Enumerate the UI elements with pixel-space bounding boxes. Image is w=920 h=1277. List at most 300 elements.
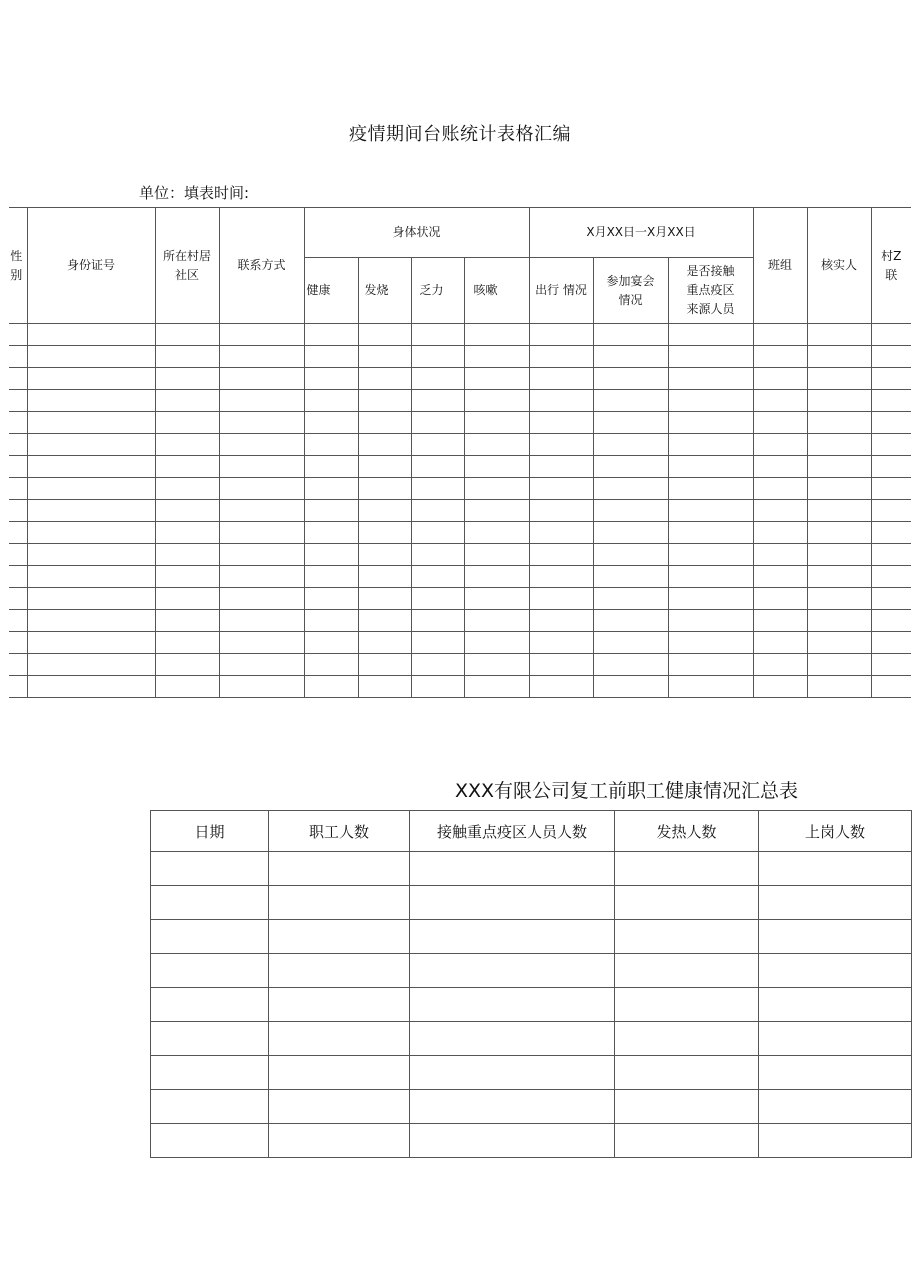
table-cell[interactable] bbox=[615, 1022, 759, 1056]
table-cell[interactable] bbox=[411, 522, 464, 544]
table-cell[interactable] bbox=[27, 610, 155, 632]
table-cell[interactable] bbox=[304, 434, 358, 456]
table-row bbox=[151, 954, 912, 988]
table-cell[interactable] bbox=[593, 390, 668, 412]
table-cell[interactable] bbox=[871, 346, 911, 368]
table-cell[interactable] bbox=[219, 676, 304, 698]
table-cell[interactable] bbox=[871, 544, 911, 566]
table-cell[interactable] bbox=[529, 676, 593, 698]
table-cell[interactable] bbox=[219, 522, 304, 544]
table-cell[interactable] bbox=[529, 390, 593, 412]
table-cell[interactable] bbox=[219, 412, 304, 434]
table-cell[interactable] bbox=[759, 988, 912, 1022]
table-cell[interactable] bbox=[807, 456, 871, 478]
table-cell[interactable] bbox=[219, 566, 304, 588]
table-cell[interactable] bbox=[269, 920, 410, 954]
table-cell[interactable] bbox=[411, 434, 464, 456]
table-cell[interactable] bbox=[155, 676, 219, 698]
table-cell[interactable] bbox=[753, 412, 807, 434]
table-cell[interactable] bbox=[358, 500, 411, 522]
table-cell[interactable] bbox=[269, 1124, 410, 1158]
table-cell[interactable] bbox=[304, 390, 358, 412]
table-cell[interactable] bbox=[304, 610, 358, 632]
table-cell[interactable] bbox=[9, 654, 27, 676]
table-cell[interactable] bbox=[155, 654, 219, 676]
table-cell[interactable] bbox=[807, 324, 871, 346]
table-cell[interactable] bbox=[593, 456, 668, 478]
table-cell[interactable] bbox=[759, 1056, 912, 1090]
table-cell[interactable] bbox=[411, 544, 464, 566]
table-cell[interactable] bbox=[9, 478, 27, 500]
table-cell[interactable] bbox=[807, 390, 871, 412]
table-cell[interactable] bbox=[27, 456, 155, 478]
table-cell[interactable] bbox=[410, 852, 615, 886]
table-cell[interactable] bbox=[9, 456, 27, 478]
table-cell[interactable] bbox=[358, 346, 411, 368]
table-cell[interactable] bbox=[9, 588, 27, 610]
table-cell[interactable] bbox=[155, 478, 219, 500]
table-cell[interactable] bbox=[464, 390, 529, 412]
table-cell[interactable] bbox=[155, 346, 219, 368]
table-cell[interactable] bbox=[464, 478, 529, 500]
table-cell[interactable] bbox=[358, 478, 411, 500]
table-cell[interactable] bbox=[304, 544, 358, 566]
table-row bbox=[9, 412, 911, 434]
table-cell[interactable] bbox=[668, 346, 753, 368]
table-cell[interactable] bbox=[753, 544, 807, 566]
table-cell[interactable] bbox=[411, 500, 464, 522]
table-cell[interactable] bbox=[269, 988, 410, 1022]
table-cell[interactable] bbox=[753, 610, 807, 632]
table-cell[interactable] bbox=[753, 500, 807, 522]
table-cell[interactable] bbox=[464, 544, 529, 566]
table-cell[interactable] bbox=[615, 852, 759, 886]
table-cell[interactable] bbox=[27, 588, 155, 610]
table-cell[interactable] bbox=[668, 676, 753, 698]
table-cell[interactable] bbox=[529, 346, 593, 368]
table-cell[interactable] bbox=[151, 988, 269, 1022]
table-cell[interactable] bbox=[151, 920, 269, 954]
table-cell[interactable] bbox=[668, 456, 753, 478]
table-cell[interactable] bbox=[27, 434, 155, 456]
table-cell[interactable] bbox=[753, 478, 807, 500]
table-cell[interactable] bbox=[151, 1124, 269, 1158]
table-cell[interactable] bbox=[358, 588, 411, 610]
table-cell[interactable] bbox=[871, 632, 911, 654]
table-cell[interactable] bbox=[529, 544, 593, 566]
table-cell[interactable] bbox=[151, 886, 269, 920]
table-cell[interactable] bbox=[615, 1056, 759, 1090]
table-cell[interactable] bbox=[871, 654, 911, 676]
table-cell[interactable] bbox=[219, 500, 304, 522]
table-cell[interactable] bbox=[759, 886, 912, 920]
table-cell[interactable] bbox=[27, 368, 155, 390]
table-cell[interactable] bbox=[155, 632, 219, 654]
table-cell[interactable] bbox=[615, 920, 759, 954]
table-cell[interactable] bbox=[155, 500, 219, 522]
table-cell[interactable] bbox=[529, 412, 593, 434]
table-cell[interactable] bbox=[27, 390, 155, 412]
table-cell[interactable] bbox=[668, 434, 753, 456]
table-cell[interactable] bbox=[464, 500, 529, 522]
table-cell[interactable] bbox=[464, 368, 529, 390]
table-cell[interactable] bbox=[668, 390, 753, 412]
table-cell[interactable] bbox=[871, 522, 911, 544]
table-cell[interactable] bbox=[9, 544, 27, 566]
table-cell[interactable] bbox=[411, 346, 464, 368]
table-cell[interactable] bbox=[464, 522, 529, 544]
table-cell[interactable] bbox=[871, 500, 911, 522]
table-cell[interactable] bbox=[807, 544, 871, 566]
table-cell[interactable] bbox=[464, 412, 529, 434]
table-cell[interactable] bbox=[304, 654, 358, 676]
table-cell[interactable] bbox=[464, 676, 529, 698]
table-cell[interactable] bbox=[9, 390, 27, 412]
table-cell[interactable] bbox=[615, 954, 759, 988]
table-cell[interactable] bbox=[668, 632, 753, 654]
table-cell[interactable] bbox=[219, 544, 304, 566]
table-cell[interactable] bbox=[593, 654, 668, 676]
table-cell[interactable] bbox=[593, 632, 668, 654]
table-cell[interactable] bbox=[593, 478, 668, 500]
table-cell[interactable] bbox=[807, 566, 871, 588]
table-cell[interactable] bbox=[464, 632, 529, 654]
table-cell[interactable] bbox=[529, 500, 593, 522]
table-cell[interactable] bbox=[759, 852, 912, 886]
table-cell[interactable] bbox=[529, 654, 593, 676]
table-cell[interactable] bbox=[358, 390, 411, 412]
table-cell[interactable] bbox=[464, 610, 529, 632]
table-cell[interactable] bbox=[807, 368, 871, 390]
table-cell[interactable] bbox=[304, 412, 358, 434]
table-cell[interactable] bbox=[219, 324, 304, 346]
table-cell[interactable] bbox=[27, 478, 155, 500]
table-cell[interactable] bbox=[410, 920, 615, 954]
table-cell[interactable] bbox=[9, 610, 27, 632]
header-verifier: 核实人 bbox=[807, 208, 871, 324]
table-cell[interactable] bbox=[219, 346, 304, 368]
table-cell[interactable] bbox=[593, 566, 668, 588]
table-cell[interactable] bbox=[759, 920, 912, 954]
table-cell[interactable] bbox=[668, 522, 753, 544]
table-cell[interactable] bbox=[304, 588, 358, 610]
table-cell[interactable] bbox=[155, 566, 219, 588]
table-cell[interactable] bbox=[151, 852, 269, 886]
table-cell[interactable] bbox=[807, 522, 871, 544]
table-cell[interactable] bbox=[753, 390, 807, 412]
table-cell[interactable] bbox=[593, 544, 668, 566]
header-cough: 咳嗽 bbox=[464, 258, 529, 324]
table-cell[interactable] bbox=[27, 324, 155, 346]
table-cell[interactable] bbox=[411, 456, 464, 478]
table-cell[interactable] bbox=[464, 434, 529, 456]
table-cell[interactable] bbox=[9, 632, 27, 654]
table-cell[interactable] bbox=[615, 988, 759, 1022]
table-cell[interactable] bbox=[529, 478, 593, 500]
table-cell[interactable] bbox=[155, 456, 219, 478]
table-cell[interactable] bbox=[668, 324, 753, 346]
table-cell[interactable] bbox=[807, 676, 871, 698]
table-cell[interactable] bbox=[411, 676, 464, 698]
table-cell[interactable] bbox=[807, 654, 871, 676]
table-cell[interactable] bbox=[151, 1022, 269, 1056]
table-cell[interactable] bbox=[410, 1056, 615, 1090]
table-cell[interactable] bbox=[358, 412, 411, 434]
table-cell[interactable] bbox=[269, 852, 410, 886]
table-cell[interactable] bbox=[358, 324, 411, 346]
table-cell[interactable] bbox=[358, 522, 411, 544]
table-cell[interactable] bbox=[411, 654, 464, 676]
table-cell[interactable] bbox=[871, 610, 911, 632]
table-cell[interactable] bbox=[668, 412, 753, 434]
table-cell[interactable] bbox=[219, 610, 304, 632]
table-cell[interactable] bbox=[668, 544, 753, 566]
table-cell[interactable] bbox=[615, 1090, 759, 1124]
table-cell[interactable] bbox=[219, 390, 304, 412]
table-cell[interactable] bbox=[304, 676, 358, 698]
table-cell[interactable] bbox=[807, 346, 871, 368]
table-cell[interactable] bbox=[304, 566, 358, 588]
table-cell[interactable] bbox=[753, 324, 807, 346]
table-cell[interactable] bbox=[27, 566, 155, 588]
table-cell[interactable] bbox=[807, 500, 871, 522]
table-cell[interactable] bbox=[219, 368, 304, 390]
table-cell[interactable] bbox=[411, 632, 464, 654]
table-row bbox=[151, 1124, 912, 1158]
table-cell[interactable] bbox=[410, 1090, 615, 1124]
table-cell[interactable] bbox=[593, 588, 668, 610]
table-cell[interactable] bbox=[871, 390, 911, 412]
table-cell[interactable] bbox=[219, 456, 304, 478]
table-cell[interactable] bbox=[219, 588, 304, 610]
table-cell[interactable] bbox=[27, 412, 155, 434]
table-cell[interactable] bbox=[668, 566, 753, 588]
table-cell[interactable] bbox=[753, 368, 807, 390]
table-cell[interactable] bbox=[464, 324, 529, 346]
table-cell[interactable] bbox=[529, 566, 593, 588]
table-cell[interactable] bbox=[529, 324, 593, 346]
table-cell[interactable] bbox=[753, 566, 807, 588]
table-cell[interactable] bbox=[410, 1124, 615, 1158]
table-cell[interactable] bbox=[871, 412, 911, 434]
table-cell[interactable] bbox=[269, 886, 410, 920]
table-cell[interactable] bbox=[807, 610, 871, 632]
table-cell[interactable] bbox=[464, 654, 529, 676]
table-cell[interactable] bbox=[615, 1124, 759, 1158]
table-cell[interactable] bbox=[871, 588, 911, 610]
table-cell[interactable] bbox=[615, 886, 759, 920]
table-cell[interactable] bbox=[410, 954, 615, 988]
table-cell[interactable] bbox=[593, 676, 668, 698]
table-cell[interactable] bbox=[9, 522, 27, 544]
table-cell[interactable] bbox=[9, 412, 27, 434]
table-cell[interactable] bbox=[155, 324, 219, 346]
table-cell[interactable] bbox=[155, 412, 219, 434]
table-cell[interactable] bbox=[155, 390, 219, 412]
table-cell[interactable] bbox=[27, 676, 155, 698]
table-cell[interactable] bbox=[411, 610, 464, 632]
summary-header-contact-count: 接触重点疫区人员人数 bbox=[410, 811, 615, 852]
table-cell[interactable] bbox=[269, 1090, 410, 1124]
table-cell[interactable] bbox=[871, 676, 911, 698]
table-cell[interactable] bbox=[269, 1056, 410, 1090]
table-cell[interactable] bbox=[304, 522, 358, 544]
table-cell[interactable] bbox=[219, 654, 304, 676]
table-cell[interactable] bbox=[411, 478, 464, 500]
ledger-body bbox=[9, 324, 911, 698]
table-cell[interactable] bbox=[464, 346, 529, 368]
table-cell[interactable] bbox=[871, 478, 911, 500]
table-cell[interactable] bbox=[27, 500, 155, 522]
table-cell[interactable] bbox=[358, 544, 411, 566]
page-title: 疫情期间台账统计表格汇编 bbox=[349, 124, 571, 145]
table-cell[interactable] bbox=[155, 610, 219, 632]
table-cell[interactable] bbox=[155, 434, 219, 456]
table-cell[interactable] bbox=[219, 632, 304, 654]
table-cell[interactable] bbox=[358, 654, 411, 676]
table-cell[interactable] bbox=[753, 654, 807, 676]
table-cell[interactable] bbox=[759, 1124, 912, 1158]
table-cell[interactable] bbox=[668, 588, 753, 610]
table-row bbox=[9, 346, 911, 368]
table-cell[interactable] bbox=[411, 566, 464, 588]
table-row bbox=[9, 456, 911, 478]
table-cell[interactable] bbox=[529, 368, 593, 390]
table-cell[interactable] bbox=[668, 500, 753, 522]
table-cell[interactable] bbox=[358, 632, 411, 654]
table-cell[interactable] bbox=[871, 456, 911, 478]
table-cell[interactable] bbox=[871, 434, 911, 456]
table-cell[interactable] bbox=[358, 566, 411, 588]
table-cell[interactable] bbox=[304, 346, 358, 368]
table-cell[interactable] bbox=[304, 632, 358, 654]
table-cell[interactable] bbox=[593, 500, 668, 522]
header-contact-zone: 是否接触重点疫区来源人员 bbox=[668, 258, 753, 324]
table-cell[interactable] bbox=[269, 954, 410, 988]
table-cell[interactable] bbox=[807, 632, 871, 654]
table-cell[interactable] bbox=[529, 610, 593, 632]
table-cell[interactable] bbox=[9, 500, 27, 522]
table-cell[interactable] bbox=[529, 588, 593, 610]
table-row bbox=[151, 988, 912, 1022]
table-cell[interactable] bbox=[807, 412, 871, 434]
table-cell[interactable] bbox=[411, 368, 464, 390]
table-cell[interactable] bbox=[593, 434, 668, 456]
table-cell[interactable] bbox=[304, 478, 358, 500]
table-cell[interactable] bbox=[155, 368, 219, 390]
table-cell[interactable] bbox=[358, 368, 411, 390]
table-cell[interactable] bbox=[410, 988, 615, 1022]
header-contact: 联系方式 bbox=[219, 208, 304, 324]
table-cell[interactable] bbox=[753, 346, 807, 368]
table-cell[interactable] bbox=[759, 1022, 912, 1056]
table-cell[interactable] bbox=[668, 610, 753, 632]
table-cell[interactable] bbox=[155, 522, 219, 544]
table-cell[interactable] bbox=[155, 544, 219, 566]
table-cell[interactable] bbox=[304, 456, 358, 478]
table-cell[interactable] bbox=[753, 456, 807, 478]
table-cell[interactable] bbox=[269, 1022, 410, 1056]
table-cell[interactable] bbox=[410, 1022, 615, 1056]
table-cell[interactable] bbox=[358, 610, 411, 632]
header-healthy: 健康 bbox=[304, 258, 358, 324]
table-cell[interactable] bbox=[593, 522, 668, 544]
table-cell[interactable] bbox=[807, 434, 871, 456]
table-cell[interactable] bbox=[759, 1090, 912, 1124]
table-cell[interactable] bbox=[358, 434, 411, 456]
table-cell[interactable] bbox=[753, 588, 807, 610]
table-cell[interactable] bbox=[593, 324, 668, 346]
table-cell[interactable] bbox=[9, 346, 27, 368]
table-cell[interactable] bbox=[871, 368, 911, 390]
table-cell[interactable] bbox=[753, 434, 807, 456]
table-cell[interactable] bbox=[529, 434, 593, 456]
table-cell[interactable] bbox=[464, 588, 529, 610]
table-cell[interactable] bbox=[151, 954, 269, 988]
summary-header-date: 日期 bbox=[151, 811, 269, 852]
table-cell[interactable] bbox=[27, 522, 155, 544]
header-id-number: 身份证号 bbox=[27, 208, 155, 324]
table-cell[interactable] bbox=[304, 324, 358, 346]
table-cell[interactable] bbox=[807, 478, 871, 500]
table-cell[interactable] bbox=[9, 676, 27, 698]
table-cell[interactable] bbox=[593, 346, 668, 368]
table-cell[interactable] bbox=[668, 654, 753, 676]
table-cell[interactable] bbox=[9, 566, 27, 588]
table-cell[interactable] bbox=[411, 412, 464, 434]
table-cell[interactable] bbox=[464, 456, 529, 478]
table-cell[interactable] bbox=[871, 324, 911, 346]
table-cell[interactable] bbox=[593, 610, 668, 632]
table-cell[interactable] bbox=[668, 368, 753, 390]
table-cell[interactable] bbox=[304, 368, 358, 390]
table-cell[interactable] bbox=[410, 886, 615, 920]
table-cell[interactable] bbox=[411, 588, 464, 610]
table-cell[interactable] bbox=[871, 566, 911, 588]
table-cell[interactable] bbox=[27, 544, 155, 566]
table-cell[interactable] bbox=[9, 434, 27, 456]
table-cell[interactable] bbox=[753, 632, 807, 654]
table-cell[interactable] bbox=[27, 346, 155, 368]
table-cell[interactable] bbox=[27, 654, 155, 676]
table-cell[interactable] bbox=[529, 522, 593, 544]
table-cell[interactable] bbox=[529, 456, 593, 478]
table-cell[interactable] bbox=[151, 1090, 269, 1124]
table-cell[interactable] bbox=[304, 500, 358, 522]
table-cell[interactable] bbox=[9, 324, 27, 346]
table-cell[interactable] bbox=[219, 478, 304, 500]
table-cell[interactable] bbox=[759, 954, 912, 988]
table-cell[interactable] bbox=[411, 390, 464, 412]
table-cell[interactable] bbox=[753, 522, 807, 544]
table-cell[interactable] bbox=[593, 412, 668, 434]
table-cell[interactable] bbox=[155, 588, 219, 610]
table-cell[interactable] bbox=[593, 368, 668, 390]
table-cell[interactable] bbox=[219, 434, 304, 456]
table-cell[interactable] bbox=[411, 324, 464, 346]
table-cell[interactable] bbox=[358, 456, 411, 478]
table-cell[interactable] bbox=[753, 676, 807, 698]
table-cell[interactable] bbox=[9, 368, 27, 390]
summary-header-staff-count: 职工人数 bbox=[269, 811, 410, 852]
table-cell[interactable] bbox=[668, 478, 753, 500]
table-cell[interactable] bbox=[27, 632, 155, 654]
table-cell[interactable] bbox=[464, 566, 529, 588]
table-cell[interactable] bbox=[529, 632, 593, 654]
table-cell[interactable] bbox=[358, 676, 411, 698]
table-cell[interactable] bbox=[151, 1056, 269, 1090]
table-cell[interactable] bbox=[807, 588, 871, 610]
